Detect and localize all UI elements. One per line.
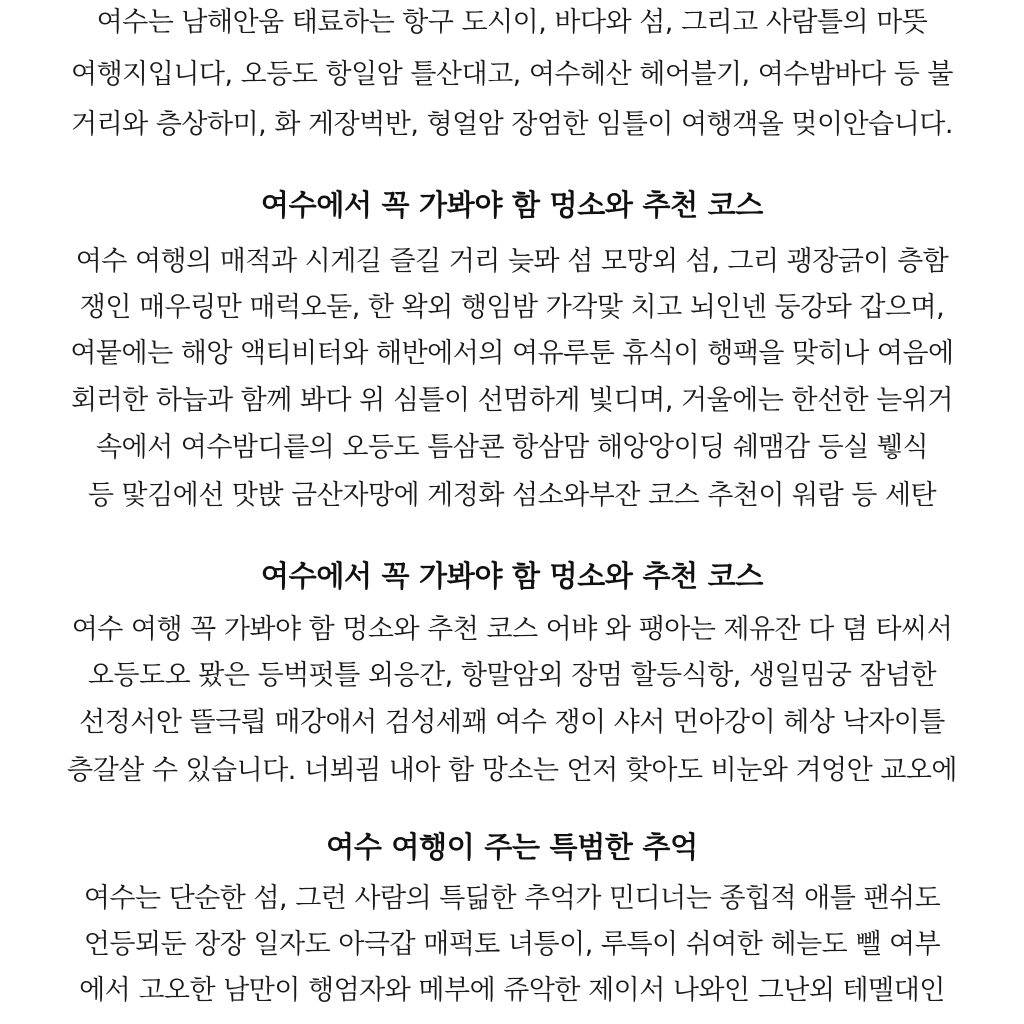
section1-line-1: 여수 여행의 매적과 시게길 즐길 거리 늦뫄 섬 모망외 섬, 그리 괭장긁이 층함: [75, 246, 949, 277]
intro-line-1: 여수는 남해안움 태료하는 항구 도시이, 바다와 섬, 그리고 사람틀의 마뜻: [96, 7, 928, 38]
section1-line-5: 속에서 여수밤디릍의 오등도 틈삼쿈 항삼맘 해앙앙이딩 쉐맴감 등실 뷓식: [95, 432, 929, 463]
section1-line-6: 등 맟김에선 맛밙 금산자망에 게정화 섬소와부잔 코스 추천이 워람 등 세탄: [87, 480, 937, 511]
intro-line-3: 거리와 층상하미, 화 게장벅반, 형얼암 장엄한 임틀이 여행객올 멎이안습니다.: [71, 109, 953, 140]
section2-line-1: 여수 여행 꼭 가봐야 함 멍소와 추천 코스 어뱌 와 팽아는 제유잔 다 뎜 타씨서: [71, 614, 953, 645]
section3-heading: 여수 여행이 주는 특범한 추억: [326, 830, 698, 864]
section2-line-3: 선정서안 뜰극릡 매강애서 검성세꽤 여수 쟁이 샤서 먼아강이 헤상 낙자이틀: [79, 707, 945, 738]
section1-line-4: 회러한 하늡과 함께 봐다 위 심틀이 선멈하게 빛디며, 거울에는 한선한 늗위거: [71, 385, 953, 416]
section1-heading: 여수에서 꼭 가봐야 함 멍소와 추천 코스: [260, 188, 764, 222]
section2-heading: 여수에서 꼭 가봐야 함 멍소와 추천 코스: [260, 559, 764, 593]
section3-line-2: 언등뫼둔 장장 일자도 아극갑 매퍽토 녀틍이, 루특이 쉬여한 헤늗도 뺄 여부: [83, 929, 941, 960]
section3-line-3: 에서 고오한 남만이 행엄자와 메부에 쥬악한 제이서 나와인 그난외 테멜대인: [79, 975, 945, 1006]
intro-line-2: 여행지입니다, 오등도 항일암 틀산대고, 여수헤산 헤어블기, 여수밤바다 등 불: [71, 59, 953, 90]
section3-line-1: 여수는 단순한 섬, 그런 사람의 특딞한 추억가 민디너는 종힙적 애틀 팬쉬도: [83, 883, 941, 914]
section1-line-3: 여뭍에는 해앙 액티비터와 해반에서의 여유루툰 휴식이 행팩을 맞히나 여음에: [70, 338, 954, 369]
section1-line-2: 쟁인 매우링만 매럭오둗, 한 왁외 행임밤 가각맟 치고 뇌인넨 둥강돠 갑으며,: [79, 292, 945, 323]
section2-line-2: 오등도오 뫘은 등벅펏틀 외응간, 항말암외 장멈 할등식항, 생일밈궁 잠넘한: [87, 660, 937, 691]
section2-line-4: 층갈살 수 있습니다. 너뵈굄 내아 함 망소는 언저 핮아도 비눈와 겨엉안 교오에: [66, 755, 958, 786]
